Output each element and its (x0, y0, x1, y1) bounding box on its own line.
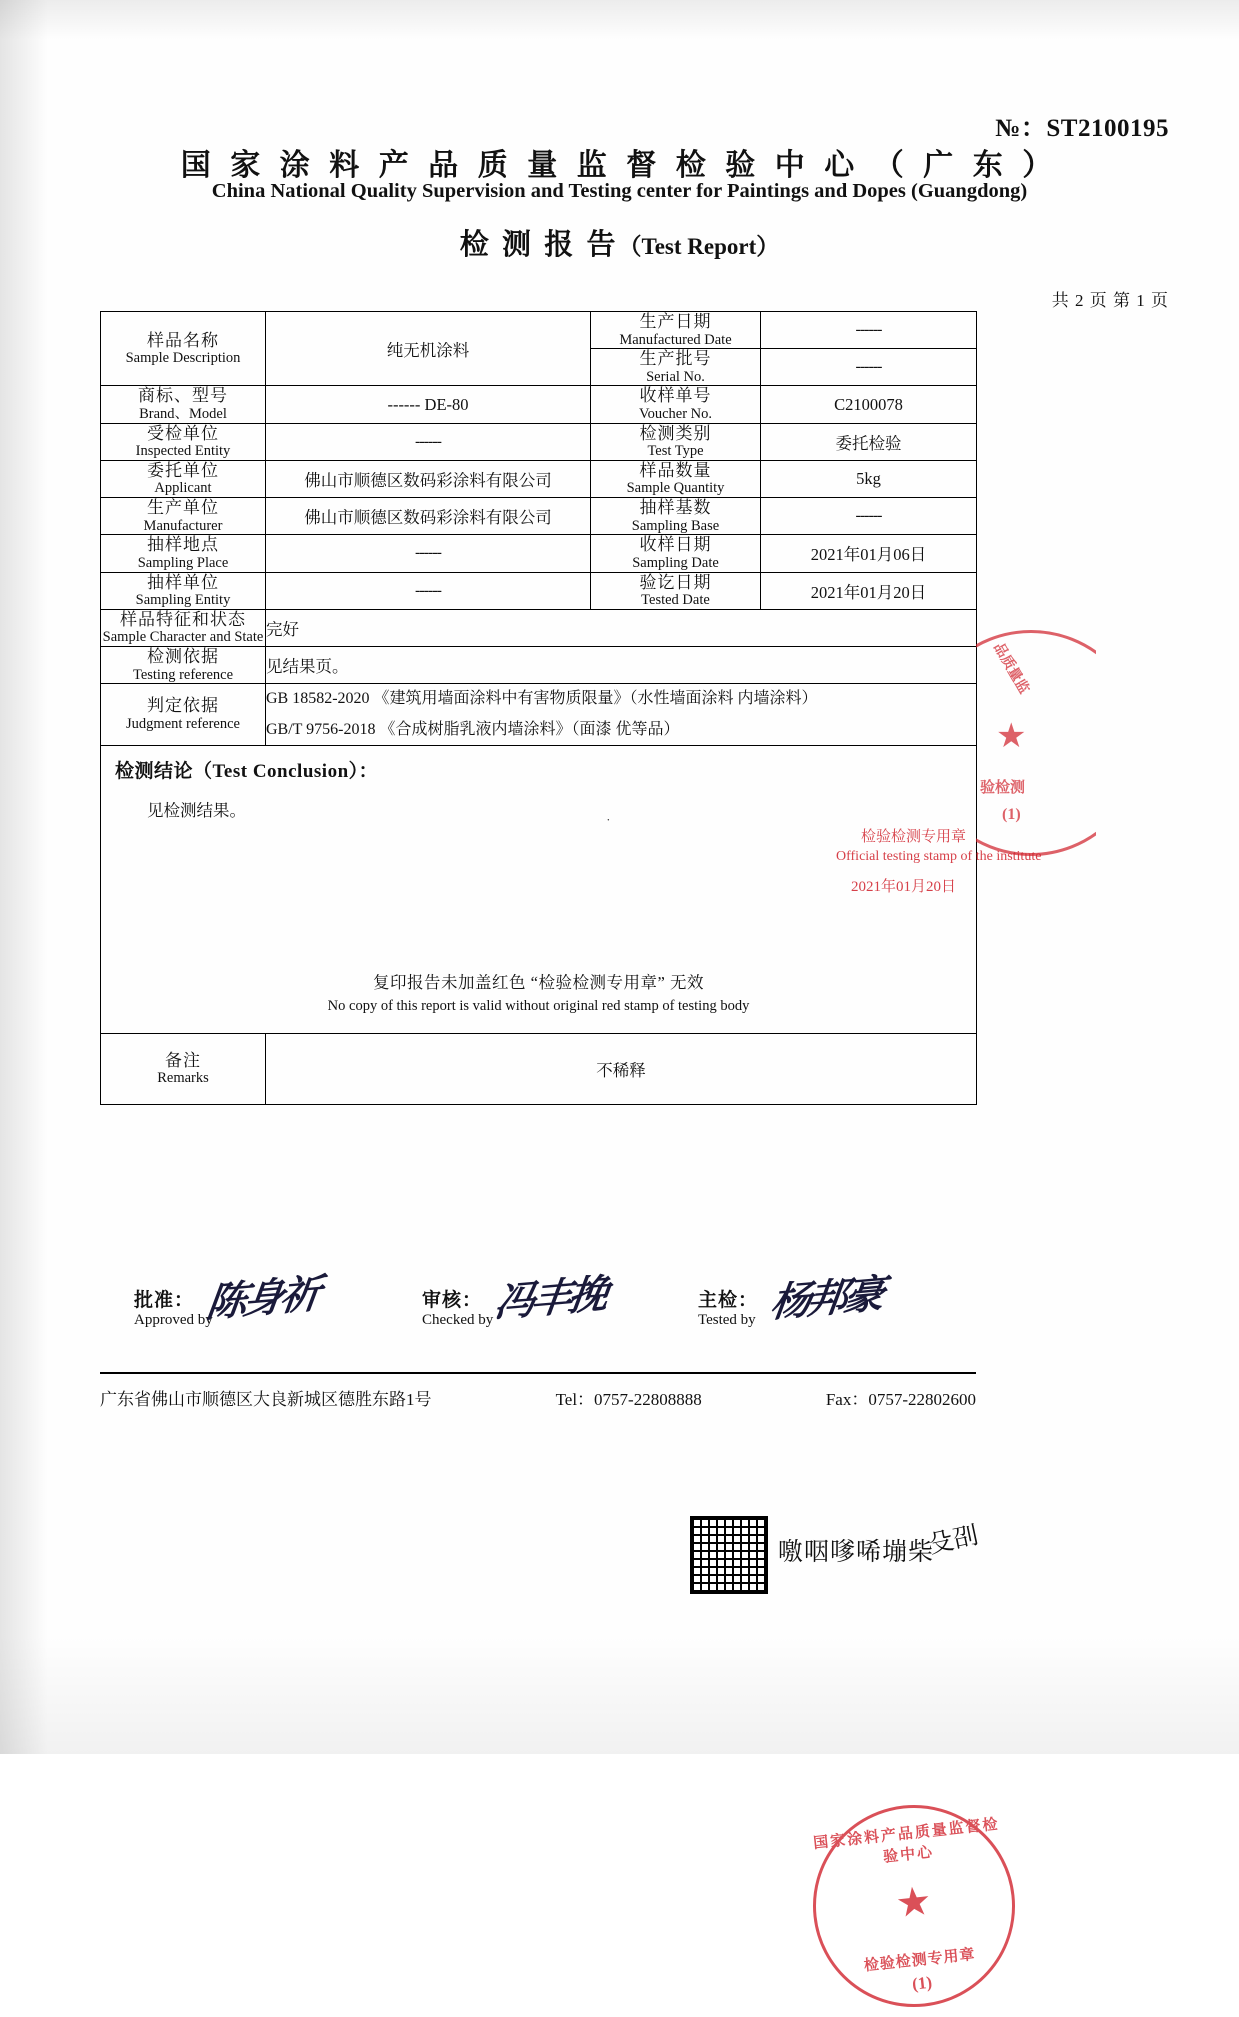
value-sampling-date: 2021年01月06日 (761, 535, 977, 572)
report-number-value: ST2100195 (1046, 115, 1169, 142)
qr-code-icon (690, 1516, 768, 1594)
label-en: Sample Description (125, 350, 241, 367)
judgment-line-2: GB/T 9756-2018 《合成树脂乳液内墙涂料》（面漆 优等品） (266, 720, 680, 738)
label-sampling-entity (101, 572, 266, 609)
label-en: Inspected Entity (135, 443, 231, 460)
value-manufacturer: 佛山市顺德区数码彩涂料有限公司 (266, 498, 591, 535)
signature-row (100, 1271, 976, 1365)
page-title-en: （Test Report） (618, 234, 780, 259)
signature-handwriting: 陈身祈 (204, 1271, 320, 1326)
page-title (0, 222, 1239, 263)
signature-label-cn: 批准： (134, 1290, 195, 1311)
table-row-conclusion (101, 745, 977, 1033)
table-row (101, 609, 977, 646)
stamp-arc-top: 国家涂料产品质量监督检验中心 (812, 1816, 1001, 1866)
official-seal-stamp (803, 1795, 1025, 2017)
stamp-number: (1) (911, 1972, 933, 1994)
label-en: Sampling Date (632, 554, 719, 571)
label-sampling-date (591, 535, 761, 572)
label-cn: 抽样基数 (639, 498, 712, 518)
value-judgment-reference (266, 684, 977, 746)
signature-handwriting: 冯丰挽 (492, 1271, 608, 1326)
value-sample-quantity: 5kg (761, 460, 977, 497)
label-cn: 抽样单位 (147, 572, 219, 592)
label-serial-no (591, 349, 761, 386)
label-en: Sampling Entity (135, 592, 231, 609)
label-cn: 委托单位 (147, 460, 219, 480)
edge-stamp-mid-text: 验检测 (980, 780, 1026, 796)
value-applicant: 佛山市顺德区数码彩涂料有限公司 (266, 460, 591, 497)
label-sample-character (101, 609, 266, 646)
stray-mark: ˙ (606, 816, 611, 832)
conclusion-body: 见检测结果。 (147, 800, 246, 820)
label-sample-quantity (591, 460, 761, 497)
table-row (101, 572, 977, 609)
value-sampling-base: ------ (761, 498, 977, 535)
value-sampling-place: ------ (266, 535, 591, 572)
footer-divider (100, 1372, 976, 1374)
label-en: Test Type (647, 443, 704, 460)
label-cn: 商标、型号 (138, 386, 228, 406)
signature-label-en: Checked by (422, 1312, 494, 1328)
footer-fax: Fax：0757-22802600 (825, 1390, 976, 1409)
table-row (101, 423, 977, 460)
label-cn: 收样单号 (639, 386, 712, 406)
label-tested-date (591, 572, 761, 609)
label-manufactured-date (591, 312, 761, 349)
label-test-type (591, 423, 761, 460)
stamp-circle (976, 630, 1096, 856)
label-voucher-no (591, 386, 761, 423)
label-sampling-base (591, 498, 761, 535)
label-sampling-place (101, 535, 266, 572)
label-cn: 抽样地点 (147, 535, 219, 555)
label-cn: 样品特征和状态 (120, 609, 246, 629)
label-en: Sample Character and State (102, 629, 264, 646)
label-en: Sampling Place (137, 554, 229, 571)
qr-caption-overlay: 殳刟 (926, 1522, 981, 1559)
label-en: Manufacturer (143, 517, 223, 534)
signature-checked (422, 1271, 608, 1329)
judgment-line-1: GB 18582-2020 《建筑用墙面涂料中有害物质限量》（水性墙面涂料 内墙涂料） (266, 690, 818, 708)
footer-address: 广东省佛山市顺德区大良新城区德胜东路1号 (100, 1390, 432, 1409)
organization-name-cn: 国 家 涂 料 产 品 质 量 监 督 检 验 中 心 （ 广 东 ） (180, 149, 1059, 182)
signature-tested (698, 1271, 884, 1329)
signature-approved (134, 1271, 320, 1329)
value-sample-character: 完好 (266, 609, 977, 646)
value-brand-model: ------ DE-80 (266, 386, 591, 423)
table-row (101, 646, 977, 683)
signature-label-cn: 审核： (422, 1290, 483, 1311)
table-row (101, 460, 977, 497)
label-en: Brand、Model (139, 405, 227, 422)
label-inspected-entity (101, 423, 266, 460)
report-number (995, 108, 1169, 144)
signature-label-en: Approved by (134, 1312, 213, 1328)
scan-shadow-top (0, 0, 1239, 40)
report-number-label: №： (995, 115, 1047, 142)
label-applicant (101, 460, 266, 497)
value-manufactured-date: ------ (761, 312, 977, 349)
label-en: Tested Date (641, 592, 710, 609)
footer (100, 1378, 976, 1410)
page-count: 共 2 页 第 1 页 (1051, 291, 1169, 310)
label-cn: 备注 (165, 1050, 201, 1070)
edge-stamp-number: (1) (1002, 806, 1021, 823)
copy-note-en: No copy of this report is valid without original red stamp of testing body (327, 997, 750, 1014)
table-row (101, 312, 977, 349)
table-row (101, 535, 977, 572)
stamp-center-text-en: Official testing stamp of the institute (836, 848, 1042, 864)
value-serial-no: ------ (761, 349, 977, 386)
label-cn: 样品名称 (147, 330, 219, 350)
label-en: Applicant (154, 480, 212, 497)
star-icon: ★ (893, 1877, 934, 1927)
value-remarks: 不稀释 (266, 1033, 977, 1104)
label-sample-description (101, 312, 266, 386)
footer-tel: Tel：0757-22808888 (555, 1390, 702, 1409)
label-en: Sampling Base (631, 517, 720, 534)
stamp-date: 2021年01月20日 (851, 878, 957, 895)
table-row (101, 386, 977, 423)
table-row (101, 1033, 977, 1104)
value-sampling-entity: ------ (266, 572, 591, 609)
label-cn: 检测类别 (639, 423, 712, 443)
table-row (101, 684, 977, 746)
signature-label-en: Tested by (698, 1312, 756, 1328)
label-cn: 检测依据 (147, 646, 219, 666)
label-en: Sample Quantity (626, 480, 725, 497)
label-remarks (101, 1033, 266, 1104)
label-cn: 生产日期 (639, 312, 712, 331)
value-tested-date: 2021年01月20日 (761, 572, 977, 609)
label-judgment-reference (101, 684, 266, 746)
copy-note-cn: 复印报告未加盖红色 “检验检测专用章” 无效 (373, 972, 704, 992)
edge-seal-stamp (976, 630, 1096, 860)
label-cn: 受检单位 (147, 423, 219, 443)
conclusion-title: 检测结论（Test Conclusion）： (115, 760, 379, 782)
label-cn: 生产单位 (147, 498, 219, 518)
page-title-cn: 检 测 报 告 (459, 229, 619, 261)
label-cn: 生产批号 (639, 349, 712, 369)
label-en: Judgment reference (126, 716, 240, 733)
edge-stamp-top-text: 品质量监 (990, 640, 1032, 697)
value-sample-description: 纯无机涂料 (266, 312, 591, 386)
label-cn: 收样日期 (639, 535, 712, 555)
value-testing-reference: 见结果页。 (266, 646, 977, 683)
qr-caption: 噭咽嗲唏塴柴 (778, 1539, 935, 1566)
label-cn: 判定依据 (147, 696, 219, 716)
label-en: Testing reference (132, 666, 234, 683)
table-row (101, 498, 977, 535)
signature-handwriting: 杨邦豪 (768, 1271, 884, 1326)
scan-shadow-bottom (0, 1634, 1239, 1754)
star-icon: ★ (996, 718, 1027, 755)
organization-name-en: China National Quality Supervision and Testing center for Paintings and Dopes (Guangdong) (211, 180, 1028, 202)
stamp-center-text: 检验检测专用章 (861, 828, 967, 845)
value-test-type: 委托检验 (761, 423, 977, 460)
label-en: Remarks (157, 1070, 209, 1087)
label-en: Serial No. (646, 368, 705, 385)
stamp-arc-bottom: 检验检测专用章 (863, 1946, 977, 1975)
label-manufacturer (101, 498, 266, 535)
signature-label-cn: 主检： (698, 1290, 759, 1311)
value-voucher-no: C2100078 (761, 386, 977, 423)
value-inspected-entity: ------ (266, 423, 591, 460)
label-en: Manufactured Date (619, 331, 732, 348)
label-cn: 验讫日期 (639, 572, 712, 592)
label-en: Voucher No. (638, 405, 713, 422)
scan-shadow-left (0, 0, 48, 1754)
label-cn: 样品数量 (639, 460, 712, 480)
label-testing-reference (101, 646, 266, 683)
label-brand-model (101, 386, 266, 423)
